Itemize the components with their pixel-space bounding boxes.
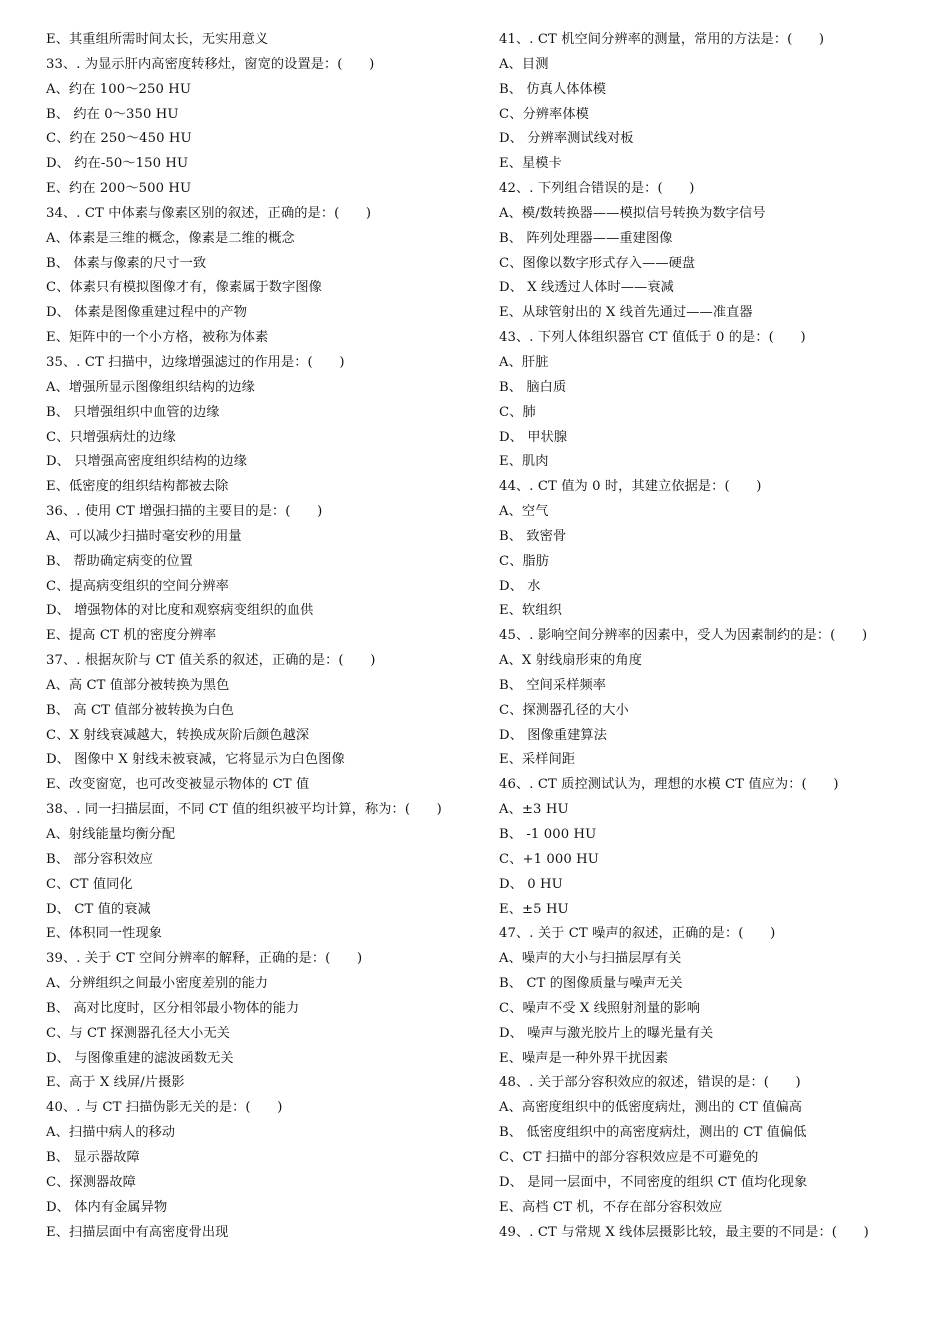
text-line: E、提高 CT 机的密度分辨率 bbox=[46, 628, 217, 644]
text-line: B、 阵列处理器——重建图像 bbox=[499, 230, 673, 246]
text-line: E、体积同一性现象 bbox=[46, 926, 163, 942]
text-line: 47、. 关于 CT 噪声的叙述，正确的是：( ) bbox=[499, 926, 776, 942]
text-line: A、增强所显示图像组织结构的边缘 bbox=[46, 379, 255, 395]
text-line: 35、. CT 扫描中，边缘增强滤过的作用是：( ) bbox=[46, 354, 345, 370]
text-line: B、 CT 的图像质量与噪声无关 bbox=[499, 976, 683, 992]
text-line: 45、. 影响空间分辨率的因素中，受人为因素制约的是：( ) bbox=[499, 628, 868, 644]
text-line: D、 CT 值的衰减 bbox=[46, 901, 151, 917]
text-line: D、 约在-50～150 HU bbox=[46, 156, 189, 172]
text-line: 38、. 同一扫描层面，不同 CT 值的组织被平均计算，称为：( ) bbox=[46, 802, 442, 818]
text-line: E、矩阵中的一个小方格，被称为体素 bbox=[46, 330, 269, 346]
text-line: C、探测器故障 bbox=[46, 1174, 136, 1190]
text-line: A、约在 100～250 HU bbox=[46, 81, 192, 97]
text-line: A、分辨组织之间最小密度差别的能力 bbox=[46, 976, 269, 992]
text-line: 41、. CT 机空间分辨率的测量，常用的方法是：( ) bbox=[499, 32, 825, 47]
text-line: B、 显示器故障 bbox=[46, 1149, 140, 1165]
text-line: A、扫描中病人的移动 bbox=[46, 1125, 176, 1141]
text-line: C、约在 250～450 HU bbox=[46, 131, 192, 147]
text-line: A、噪声的大小与扫描层厚有关 bbox=[499, 951, 682, 967]
text-line: A、空气 bbox=[499, 504, 549, 520]
text-line: 40、. 与 CT 扫描伪影无关的是：( ) bbox=[46, 1100, 283, 1116]
text-line: C、图像以数字形式存入——硬盘 bbox=[499, 255, 696, 271]
text-line: C、只增强病灶的边缘 bbox=[46, 429, 176, 445]
text-line: E、高于 X 线屏/片摄影 bbox=[46, 1075, 185, 1091]
text-line: A、射线能量均衡分配 bbox=[46, 827, 176, 842]
text-line: 39、. 关于 CT 空间分辨率的解释，正确的是：( ) bbox=[46, 951, 363, 967]
text-line: C、探测器孔径的大小 bbox=[499, 702, 629, 718]
text-line: D、 只增强高密度组织结构的边缘 bbox=[46, 454, 247, 470]
text-line: E、噪声是一种外界干扰因素 bbox=[499, 1050, 669, 1066]
text-line: D、 0 HU bbox=[499, 876, 563, 892]
text-line: E、改变窗宽，也可改变被显示物体的 CT 值 bbox=[46, 777, 310, 793]
left-question-column bbox=[46, 28, 486, 1245]
text-line: E、约在 200～500 HU bbox=[46, 181, 192, 197]
text-line: B、 脑白质 bbox=[499, 379, 567, 395]
text-line: B、 部分容积效应 bbox=[46, 851, 154, 867]
text-line: A、体素是三维的概念，像素是二维的概念 bbox=[46, 230, 295, 246]
text-line: 37、. 根据灰阶与 CT 值关系的叙述，正确的是：( ) bbox=[46, 653, 376, 669]
text-line: B、 高 CT 值部分被转换为白色 bbox=[46, 702, 234, 718]
text-line: C、与 CT 探测器孔径大小无关 bbox=[46, 1025, 231, 1041]
text-line: A、可以减少扫描时毫安秒的用量 bbox=[46, 528, 242, 544]
text-line: E、扫描层面中有高密度骨出现 bbox=[46, 1224, 229, 1240]
text-line: D、 增强物体的对比度和观察病变组织的血供 bbox=[46, 603, 314, 619]
text-line: 46、. CT 质控测试认为，理想的水模 CT 值应为：( ) bbox=[499, 777, 839, 793]
text-line: 34、. CT 中体素与像素区别的叙述，正确的是：( ) bbox=[46, 205, 372, 221]
text-line: E、星模卡 bbox=[499, 156, 562, 172]
text-line: D、 与图像重建的滤波函数无关 bbox=[46, 1050, 234, 1066]
text-line: A、模/数转换器——模拟信号转换为数字信号 bbox=[499, 205, 766, 221]
text-line: C、CT 扫描中的部分容积效应是不可避免的 bbox=[499, 1149, 759, 1165]
text-line: B、 -1 000 HU bbox=[499, 827, 597, 842]
text-line: A、高密度组织中的低密度病灶，测出的 CT 值偏高 bbox=[499, 1100, 803, 1116]
text-line: B、 高对比度时，区分相邻最小物体的能力 bbox=[46, 1000, 300, 1016]
text-line: A、肝脏 bbox=[499, 354, 549, 370]
text-line: D、 水 bbox=[499, 578, 541, 594]
text-line: E、其重组所需时间太长，无实用意义 bbox=[46, 32, 269, 47]
text-line: E、从球管射出的 X 线首先通过——准直器 bbox=[499, 305, 753, 321]
text-line: D、 噪声与激光胶片上的曝光量有关 bbox=[499, 1025, 714, 1041]
text-line: A、±3 HU bbox=[499, 802, 569, 818]
text-line: D、 图像中 X 射线未被衰减，它将显示为白色图像 bbox=[46, 752, 345, 768]
text-line: A、X 射线扇形束的角度 bbox=[499, 653, 642, 669]
text-line: 42、. 下列组合错误的是：( ) bbox=[499, 181, 695, 197]
text-line: C、提高病变组织的空间分辨率 bbox=[46, 578, 229, 594]
text-line: D、 是同一层面中，不同密度的组织 CT 值均化现象 bbox=[499, 1174, 808, 1190]
text-line: B、 约在 0～350 HU bbox=[46, 106, 179, 122]
text-line: E、高档 CT 机，不存在部分容积效应 bbox=[499, 1199, 723, 1215]
text-line: A、高 CT 值部分被转换为黑色 bbox=[46, 677, 230, 693]
text-line: C、分辨率体模 bbox=[499, 106, 589, 122]
text-line: D、 X 线透过人体时——衰减 bbox=[499, 280, 674, 296]
text-line: D、 图像重建算法 bbox=[499, 727, 607, 743]
text-line: E、±5 HU bbox=[499, 901, 569, 917]
text-line: D、 甲状腺 bbox=[499, 429, 568, 445]
text-line: A、目测 bbox=[499, 56, 549, 72]
text-line: E、软组织 bbox=[499, 603, 562, 619]
text-line: E、低密度的组织结构都被去除 bbox=[46, 479, 229, 495]
text-line: 49、. CT 与常规 X 线体层摄影比较，最主要的不同是：( ) bbox=[499, 1224, 869, 1240]
text-line: 36、. 使用 CT 增强扫描的主要目的是：( ) bbox=[46, 504, 323, 520]
text-line: 48、. 关于部分容积效应的叙述，错误的是：( ) bbox=[499, 1075, 801, 1091]
text-line: D、 体内有金属异物 bbox=[46, 1199, 168, 1215]
text-line: C、脂肪 bbox=[499, 553, 550, 569]
text-line: 43、. 下列人体组织器官 CT 值低于 0 的是：( ) bbox=[499, 330, 806, 346]
text-line: B、 体素与像素的尺寸一致 bbox=[46, 255, 207, 271]
text-line: C、体素只有模拟图像才有，像素属于数字图像 bbox=[46, 280, 322, 296]
text-line: E、肌肉 bbox=[499, 454, 549, 470]
text-line: B、 帮助确定病变的位置 bbox=[46, 553, 193, 569]
text-line: 44、. CT 值为 0 时，其建立依据是：( ) bbox=[499, 479, 762, 495]
text-line: C、CT 值同化 bbox=[46, 876, 133, 892]
text-line: C、肺 bbox=[499, 404, 536, 420]
text-line: E、采样间距 bbox=[499, 752, 576, 768]
text-line: B、 仿真人体体模 bbox=[499, 81, 607, 97]
text-line: B、 只增强组织中血管的边缘 bbox=[46, 404, 220, 420]
text-line: B、 致密骨 bbox=[499, 528, 567, 544]
right-question-column bbox=[499, 28, 919, 1245]
text-line: 33、. 为显示肝内高密度转移灶，窗宽的设置是：( ) bbox=[46, 56, 375, 72]
text-line: C、X 射线衰减越大，转换成灰阶后颜色越深 bbox=[46, 727, 310, 743]
text-line: D、 分辨率测试线对板 bbox=[499, 131, 634, 147]
text-line: B、 低密度组织中的高密度病灶，测出的 CT 值偏低 bbox=[499, 1125, 807, 1141]
text-line: C、噪声不受 X 线照射剂量的影响 bbox=[499, 1000, 700, 1016]
text-line: C、+1 000 HU bbox=[499, 851, 599, 867]
text-line: B、 空间采样频率 bbox=[499, 677, 607, 693]
text-line: D、 体素是图像重建过程中的产物 bbox=[46, 305, 247, 321]
